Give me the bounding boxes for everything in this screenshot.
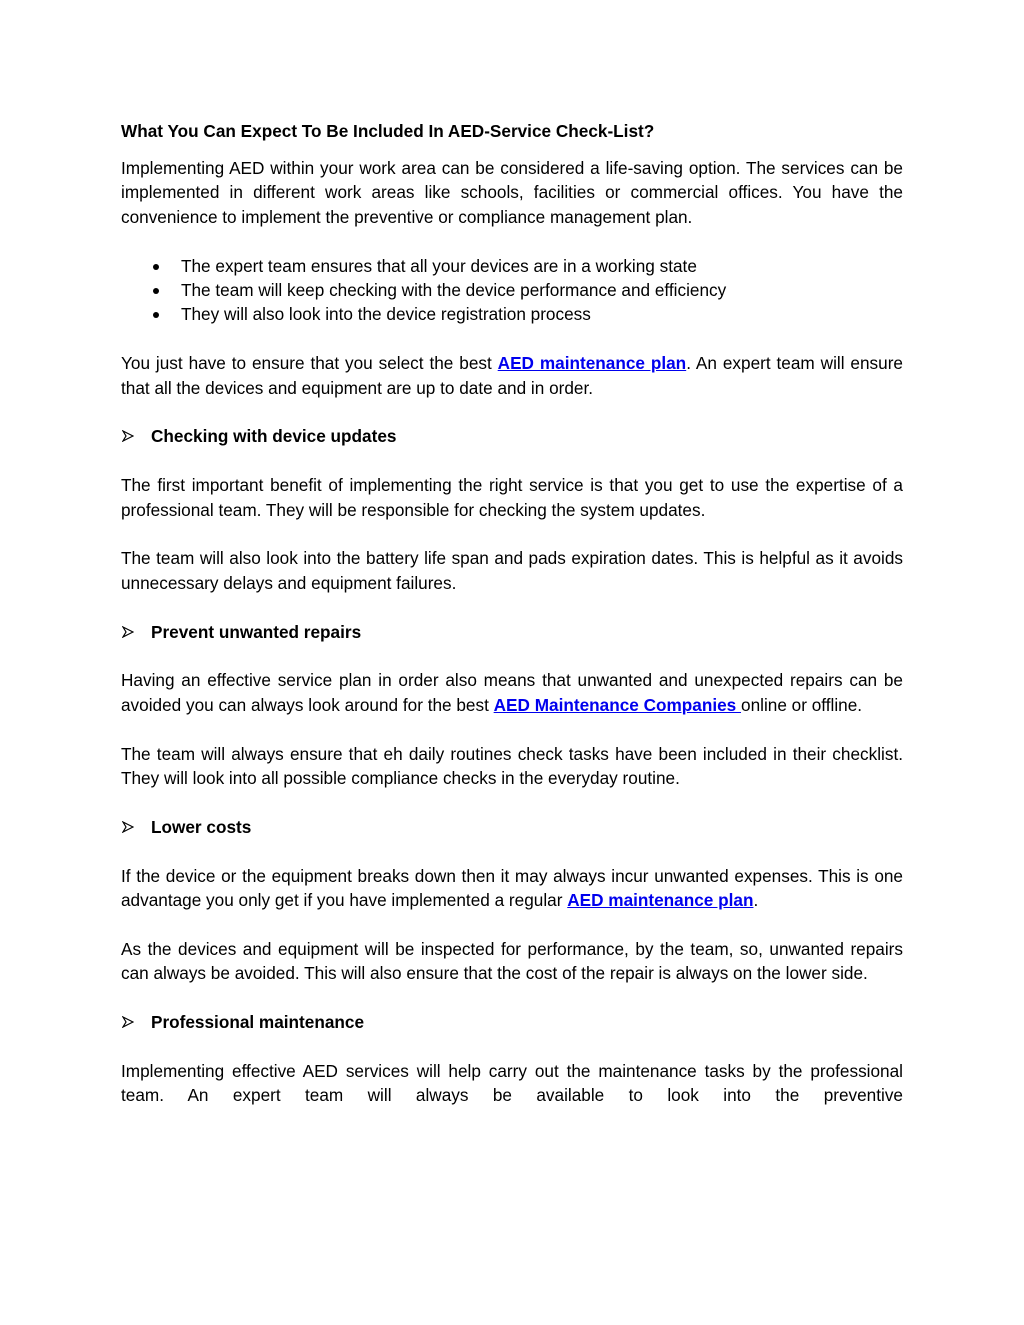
bullet-list [121,254,903,327]
paragraph-text: . [753,889,759,910]
arrow-bullet-icon [122,1016,134,1028]
arrow-bullet-icon [122,626,134,638]
costs-paragraph-2: As the devices and equipment will be inspected for performance, by the team, so, unwanted repairs can always be avoided. This will also ensure that the cost of the repair is always on the lower side. [121,938,903,984]
heading-text: Lower costs [151,816,252,837]
aed-maintenance-plan-link[interactable]: AED maintenance plan [497,353,687,374]
paragraph-text: If the device or the equipment breaks down then it may always incur unwanted expenses. This is one advantage you only get if you have implemented a regular [121,865,903,910]
list-item [121,254,903,278]
repairs-paragraph-2: The team will always ensure that eh daily routines check tasks have been included in their checklist. They will look into all possible compliance checks in the everyday routine. [121,743,903,788]
bullet-icon [153,288,159,294]
paragraph-text: . An expert team will ensure that all the devices and equipment are up to date and in order. [121,353,903,398]
section-heading-professional-maintenance [121,1010,903,1034]
section-heading-prevent-repairs [121,620,903,644]
heading-text: Checking with device updates [151,426,397,447]
bullet-text: The expert team ensures that all your devices are in a working state [181,255,697,276]
list-item [121,278,903,302]
bullet-icon [153,312,159,318]
select-plan-paragraph [121,351,903,400]
heading-text: Prevent unwanted repairs [151,621,362,642]
bullet-text: The team will keep checking with the device performance and efficiency [181,280,727,300]
paragraph-text: You just have to ensure that you select the best [121,353,498,374]
arrow-bullet-icon [122,430,134,442]
paragraph-text: Having an effective service plan in order also means that unwanted and unexpected repairs can be avoided you can always look around for the best [121,670,903,715]
maintenance-paragraph-1: Implementing effective AED services will help carry out the maintenance tasks by the professional team. An expert team will always be available to look into the preventive [121,1060,903,1106]
paragraph-text: online or offline. [741,694,863,715]
repairs-paragraph-1 [121,668,903,717]
document-title: What You Can Expect To Be Included In AED-Service Check-List? [121,121,655,141]
updates-paragraph-1: The first important benefit of implementing the right service is that you get to use the expertise of a professional team. They will be responsible for checking the system updates. [121,475,903,520]
aed-maintenance-plan-link[interactable]: AED maintenance plan [567,889,754,910]
aed-maintenance-companies-link[interactable]: AED Maintenance Companies [493,694,742,715]
heading-text: Professional maintenance [151,1011,365,1032]
intro-paragraph: Implementing AED within your work area can be considered a life-saving option. The services can be implemented in different work areas like schools, facilities or commercial offices. You have the convenience to implement the preventive or compliance management plan. [121,158,903,227]
updates-paragraph-2: The team will also look into the battery life span and pads expiration dates. This is helpful as it avoids unnecessary delays and equipment failures. [121,548,903,593]
arrow-bullet-icon [122,821,134,833]
costs-paragraph-1 [121,864,903,913]
list-item [121,302,903,326]
document-page [121,118,903,1132]
section-heading-device-updates [121,424,903,448]
bullet-icon [153,264,159,270]
section-heading-lower-costs [121,815,903,839]
bullet-text: They will also look into the device registration process [181,304,591,325]
